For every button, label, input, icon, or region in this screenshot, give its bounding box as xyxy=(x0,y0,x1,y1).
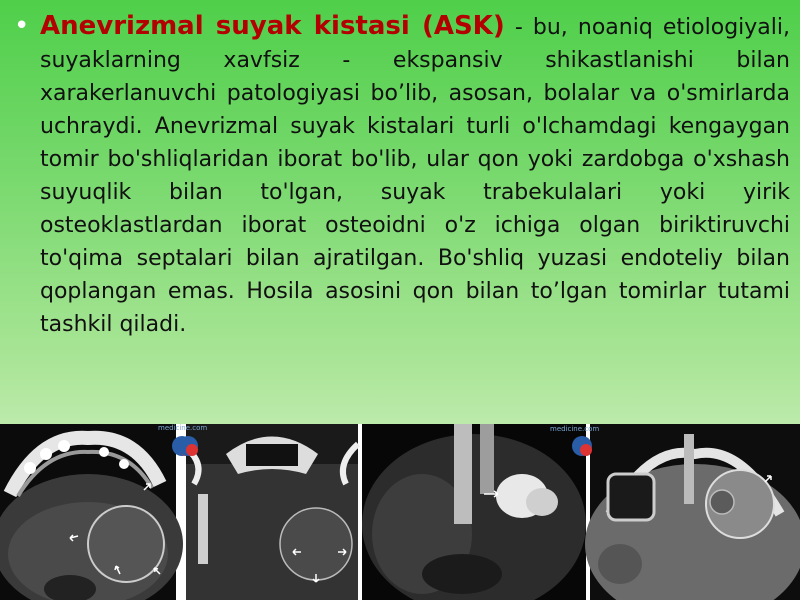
slide-text-block xyxy=(14,10,790,341)
svg-text:medicine.com: medicine.com xyxy=(158,424,208,432)
ct-coronal-image xyxy=(158,424,358,600)
medical-logo-icon xyxy=(178,436,198,456)
ct-axial-mandible-image xyxy=(0,424,176,600)
medical-logo-icon xyxy=(572,436,592,456)
svg-text:medicine.com: medicine.com xyxy=(550,425,600,433)
ct-contrast-image xyxy=(550,424,800,600)
definition-body: - bu, noaniq etiologiyali, suyaklarning xavfsiz - ekspansiv shikastlanishi bilan xarakerlanuvchi patologiyasi bo’lib, asosan, bolalar va o'smirlarda uchraydi. Anevrizmal suyak kistalari turli o'lchamdagi kengaygan tomir bo'shliqlaridan iborat bo'lib, ular qon yoki zardobga o'xshash suyuqlik bilan to'lgan, suyak trabekulalari yoki yirik osteoklastlardan iborat osteoidni o'z ichiga olgan biriktiruvchi to'qima septalari bilan ajratilgan. Bo'shliq yuzasi endoteliy bilan qoplangan emas. Hosila asosini qon bilan to’lgan tomirlar tutami tashkil qiladi. xyxy=(40,15,791,337)
term-heading: Anevrizmal suyak kistasi (ASK) xyxy=(40,11,505,41)
definition-paragraph xyxy=(40,10,790,341)
bullet-point: • xyxy=(14,11,30,41)
mri-axial-image xyxy=(362,424,586,600)
imaging-strip xyxy=(0,424,800,600)
